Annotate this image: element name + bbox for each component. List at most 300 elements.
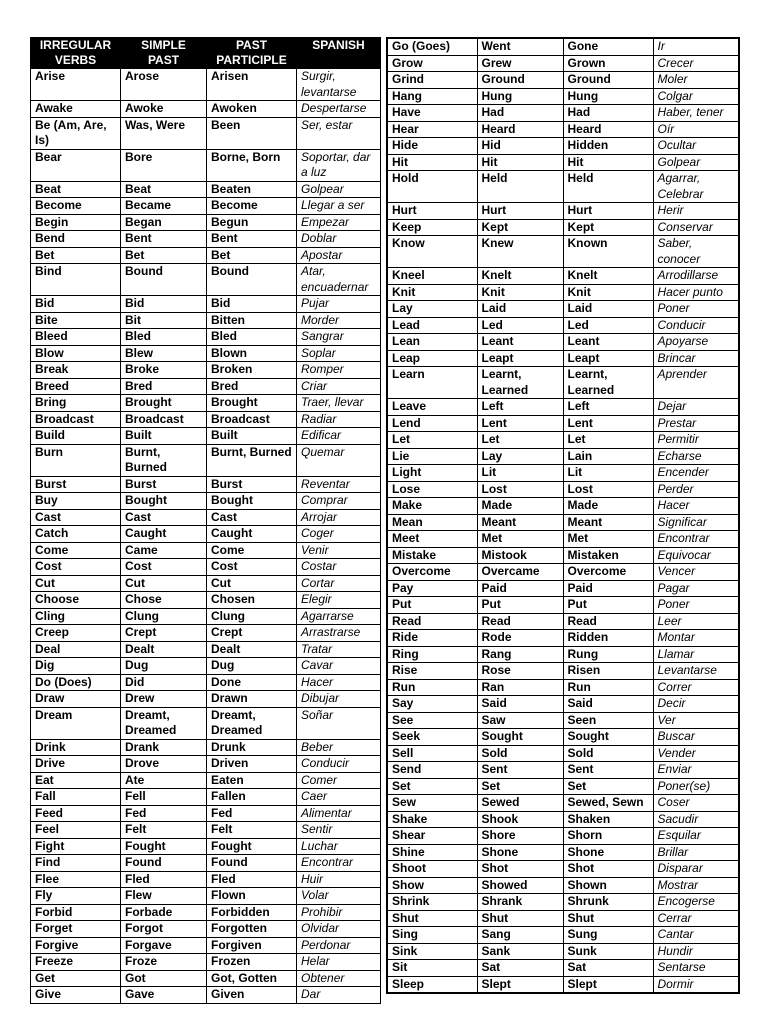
spanish-cell: Quemar [297, 444, 381, 476]
past-participle-cell: Become [207, 198, 297, 215]
simple-past-cell: Bent [121, 231, 207, 248]
simple-past-cell: Was, Were [121, 117, 207, 149]
spanish-cell: Ir [653, 38, 739, 55]
verb-cell: Go (Goes) [387, 38, 477, 55]
spanish-cell: Disparar [653, 861, 739, 878]
past-participle-cell: Come [207, 542, 297, 559]
simple-past-cell: Sat [477, 960, 563, 977]
spanish-cell: Herir [653, 203, 739, 220]
verbs-table-right [386, 37, 740, 994]
simple-past-cell: Chose [121, 592, 207, 609]
verb-cell: Know [387, 236, 477, 268]
spanish-cell: Soportar, dar a luz [297, 149, 381, 181]
spanish-cell: Apostar [297, 247, 381, 264]
verb-cell: Knit [387, 284, 477, 301]
verb-row [387, 481, 739, 498]
spanish-cell: Hacer punto [653, 284, 739, 301]
verb-cell: Bind [31, 264, 121, 296]
past-participle-cell: Kept [563, 219, 653, 236]
spanish-cell: Arrojar [297, 509, 381, 526]
spanish-cell: Hundir [653, 943, 739, 960]
past-participle-cell: Set [563, 778, 653, 795]
simple-past-cell: Shone [477, 844, 563, 861]
spanish-cell: Empezar [297, 214, 381, 231]
verb-cell: Buy [31, 493, 121, 510]
simple-past-cell: Held [477, 171, 563, 203]
simple-past-cell: Read [477, 613, 563, 630]
verb-row [31, 345, 381, 362]
spanish-cell: Sacudir [653, 811, 739, 828]
spanish-cell: Vender [653, 745, 739, 762]
past-participle-cell: Let [563, 432, 653, 449]
simple-past-cell: Forgot [121, 921, 207, 938]
simple-past-cell: Leapt [477, 350, 563, 367]
spanish-cell: Dibujar [297, 691, 381, 708]
spanish-cell: Coser [653, 795, 739, 812]
simple-past-cell: Forbade [121, 904, 207, 921]
verb-cell: Have [387, 105, 477, 122]
spanish-cell: Sangrar [297, 329, 381, 346]
verb-cell: Leap [387, 350, 477, 367]
verb-cell: Catch [31, 526, 121, 543]
past-participle-cell: Overcome [563, 564, 653, 581]
simple-past-cell: Sewed [477, 795, 563, 812]
verbs-table-left [30, 37, 381, 1004]
simple-past-cell: Left [477, 399, 563, 416]
verb-cell: Bend [31, 231, 121, 248]
simple-past-cell: Bred [121, 378, 207, 395]
simple-past-cell: Drove [121, 756, 207, 773]
verb-row [31, 117, 381, 149]
verb-row [387, 828, 739, 845]
verb-row [31, 625, 381, 642]
spanish-cell: Huir [297, 871, 381, 888]
past-participle-cell: Lent [563, 415, 653, 432]
verb-cell: Lie [387, 448, 477, 465]
verb-cell: Burst [31, 476, 121, 493]
verb-cell: Broadcast [31, 411, 121, 428]
spanish-cell: Ocultar [653, 138, 739, 155]
past-participle-cell: Drawn [207, 691, 297, 708]
spanish-cell: Poner(se) [653, 778, 739, 795]
verb-row [31, 509, 381, 526]
past-participle-cell: Awoken [207, 101, 297, 118]
past-participle-cell: Knit [563, 284, 653, 301]
spanish-cell: Caer [297, 789, 381, 806]
verb-row [31, 312, 381, 329]
verb-row [387, 597, 739, 614]
past-participle-cell: Got, Gotten [207, 970, 297, 987]
spanish-cell: Poner [653, 301, 739, 318]
verb-cell: Choose [31, 592, 121, 609]
past-participle-cell: Shrunk [563, 894, 653, 911]
verb-cell: Ride [387, 630, 477, 647]
past-participle-cell: Bent [207, 231, 297, 248]
past-participle-cell: Fallen [207, 789, 297, 806]
verb-cell: Learn [387, 367, 477, 399]
verb-row [31, 231, 381, 248]
verb-row [387, 531, 739, 548]
simple-past-cell: Meant [477, 514, 563, 531]
verb-cell: Overcome [387, 564, 477, 581]
verb-cell: Shear [387, 828, 477, 845]
simple-past-cell: Bid [121, 296, 207, 313]
verb-row [31, 444, 381, 476]
past-participle-cell: Read [563, 613, 653, 630]
verb-row [387, 105, 739, 122]
past-participle-cell: Lit [563, 465, 653, 482]
simple-past-cell: Arose [121, 69, 207, 101]
header-irregular-verbs: IRREGULAR VERBS [31, 38, 121, 69]
verb-cell: Feel [31, 822, 121, 839]
simple-past-cell: Knit [477, 284, 563, 301]
simple-past-cell: Gave [121, 987, 207, 1004]
verb-row [387, 350, 739, 367]
verb-row [387, 861, 739, 878]
verb-row [31, 658, 381, 675]
spanish-cell: Soñar [297, 707, 381, 739]
past-participle-cell: Forbidden [207, 904, 297, 921]
past-participle-cell: Known [563, 236, 653, 268]
simple-past-cell: Sold [477, 745, 563, 762]
verb-row [31, 987, 381, 1004]
verb-row [31, 198, 381, 215]
simple-past-cell: Dreamt, Dreamed [121, 707, 207, 739]
simple-past-cell: Shut [477, 910, 563, 927]
simple-past-cell: Grew [477, 55, 563, 72]
verb-cell: Make [387, 498, 477, 515]
spanish-cell: Leer [653, 613, 739, 630]
past-participle-cell: Caught [207, 526, 297, 543]
past-participle-cell: Lain [563, 448, 653, 465]
past-participle-cell: Shot [563, 861, 653, 878]
spanish-cell: Sentarse [653, 960, 739, 977]
verb-row [387, 38, 739, 55]
simple-past-cell: Fed [121, 805, 207, 822]
spanish-cell: Venir [297, 542, 381, 559]
verb-row [31, 592, 381, 609]
verb-cell: Arise [31, 69, 121, 101]
simple-past-cell: Froze [121, 954, 207, 971]
verb-row [387, 88, 739, 105]
verb-row [387, 811, 739, 828]
spanish-cell: Agarrar, Celebrar [653, 171, 739, 203]
verb-cell: Fall [31, 789, 121, 806]
verb-row [31, 575, 381, 592]
past-participle-cell: Arisen [207, 69, 297, 101]
verb-cell: Freeze [31, 954, 121, 971]
verb-row [387, 203, 739, 220]
verb-row [387, 960, 739, 977]
verb-cell: Begin [31, 214, 121, 231]
spanish-cell: Brincar [653, 350, 739, 367]
simple-past-cell: Bet [121, 247, 207, 264]
spanish-cell: Helar [297, 954, 381, 971]
verb-cell: Eat [31, 772, 121, 789]
simple-past-cell: Bled [121, 329, 207, 346]
simple-past-cell: Felt [121, 822, 207, 839]
verb-cell: Mean [387, 514, 477, 531]
simple-past-cell: Shook [477, 811, 563, 828]
verb-row [387, 154, 739, 171]
simple-past-cell: Rode [477, 630, 563, 647]
verb-cell: Bleed [31, 329, 121, 346]
verb-cell: Build [31, 428, 121, 445]
spanish-cell: Dejar [653, 399, 739, 416]
spanish-cell: Arrastrarse [297, 625, 381, 642]
simple-past-cell: Cast [121, 509, 207, 526]
verb-row [387, 219, 739, 236]
verb-cell: Shut [387, 910, 477, 927]
past-participle-cell: Cost [207, 559, 297, 576]
spanish-cell: Cavar [297, 658, 381, 675]
simple-past-cell: Cut [121, 575, 207, 592]
simple-past-cell: Fled [121, 871, 207, 888]
past-participle-cell: Eaten [207, 772, 297, 789]
simple-past-cell: Forgave [121, 937, 207, 954]
verb-cell: Sing [387, 927, 477, 944]
past-participle-cell: Burst [207, 476, 297, 493]
past-participle-cell: Bound [207, 264, 297, 296]
verb-row [31, 904, 381, 921]
verb-cell: Bet [31, 247, 121, 264]
verb-row [387, 976, 739, 993]
simple-past-cell: Made [477, 498, 563, 515]
spanish-cell: Levantarse [653, 663, 739, 680]
spanish-cell: Soplar [297, 345, 381, 362]
simple-past-cell: Sang [477, 927, 563, 944]
verb-row [387, 646, 739, 663]
simple-past-cell: Hid [477, 138, 563, 155]
spanish-cell: Tratar [297, 641, 381, 658]
past-participle-cell: Sent [563, 762, 653, 779]
simple-past-cell: Lost [477, 481, 563, 498]
verb-row [31, 855, 381, 872]
past-participle-cell: Slept [563, 976, 653, 993]
spanish-cell: Conducir [653, 317, 739, 334]
simple-past-cell: Broke [121, 362, 207, 379]
past-participle-cell: Built [207, 428, 297, 445]
simple-past-cell: Overcame [477, 564, 563, 581]
past-participle-cell: Sought [563, 729, 653, 746]
spanish-cell: Equivocar [653, 547, 739, 564]
spanish-cell: Doblar [297, 231, 381, 248]
verb-cell: Light [387, 465, 477, 482]
past-participle-cell: Bitten [207, 312, 297, 329]
verb-cell: Lose [387, 481, 477, 498]
verb-cell: Flee [31, 871, 121, 888]
simple-past-cell: Bore [121, 149, 207, 181]
verb-cell: Lend [387, 415, 477, 432]
past-participle-cell: Borne, Born [207, 149, 297, 181]
verb-cell: Cost [31, 559, 121, 576]
simple-past-cell: Lay [477, 448, 563, 465]
verb-cell: Forget [31, 921, 121, 938]
past-participle-cell: Burnt, Burned [207, 444, 297, 476]
verb-cell: Shoot [387, 861, 477, 878]
verb-cell: Kneel [387, 268, 477, 285]
past-participle-cell: Cast [207, 509, 297, 526]
verb-row [387, 580, 739, 597]
verb-cell: Hit [387, 154, 477, 171]
verb-row [387, 415, 739, 432]
simple-past-cell: Heard [477, 121, 563, 138]
verb-row [31, 937, 381, 954]
spanish-cell: Sentir [297, 822, 381, 839]
past-participle-cell: Rung [563, 646, 653, 663]
spanish-cell: Comer [297, 772, 381, 789]
simple-past-cell: Shrank [477, 894, 563, 911]
verb-cell: Meet [387, 531, 477, 548]
verb-row [31, 838, 381, 855]
simple-past-cell: Had [477, 105, 563, 122]
verb-row [387, 432, 739, 449]
verb-row [387, 121, 739, 138]
past-participle-cell: Fed [207, 805, 297, 822]
spanish-cell: Perder [653, 481, 739, 498]
verb-cell: Set [387, 778, 477, 795]
header-past-participle: PAST PARTICIPLE [207, 38, 297, 69]
verb-cell: Lean [387, 334, 477, 351]
verb-row [31, 493, 381, 510]
verb-cell: Show [387, 877, 477, 894]
verb-cell: Break [31, 362, 121, 379]
simple-past-cell: Burst [121, 476, 207, 493]
verb-row [387, 138, 739, 155]
past-participle-cell: Clung [207, 608, 297, 625]
verb-row [387, 613, 739, 630]
spanish-cell: Permitir [653, 432, 739, 449]
past-participle-cell: Dreamt, Dreamed [207, 707, 297, 739]
verb-row [387, 679, 739, 696]
past-participle-cell: Frozen [207, 954, 297, 971]
spanish-cell: Criar [297, 378, 381, 395]
simple-past-cell: Ground [477, 72, 563, 89]
verb-row [31, 395, 381, 412]
spanish-cell: Luchar [297, 838, 381, 855]
past-participle-cell: Chosen [207, 592, 297, 609]
verb-cell: Bite [31, 312, 121, 329]
verb-cell: Lead [387, 317, 477, 334]
spanish-cell: Golpear [297, 181, 381, 198]
simple-past-cell: Crept [121, 625, 207, 642]
verb-cell: Drink [31, 739, 121, 756]
verb-row [31, 149, 381, 181]
spanish-cell: Ver [653, 712, 739, 729]
verb-row [387, 729, 739, 746]
past-participle-cell: Forgiven [207, 937, 297, 954]
simple-past-cell: Awoke [121, 101, 207, 118]
verb-cell: Drive [31, 756, 121, 773]
spanish-cell: Olvidar [297, 921, 381, 938]
verb-row [387, 55, 739, 72]
verb-row [387, 301, 739, 318]
verb-cell: Come [31, 542, 121, 559]
verb-cell: See [387, 712, 477, 729]
spanish-cell: Cerrar [653, 910, 739, 927]
verb-row [31, 756, 381, 773]
past-participle-cell: Grown [563, 55, 653, 72]
past-participle-cell: Knelt [563, 268, 653, 285]
past-participle-cell: Left [563, 399, 653, 416]
simple-past-cell: Broadcast [121, 411, 207, 428]
spanish-cell: Atar, encuadernar [297, 264, 381, 296]
spanish-cell: Oír [653, 121, 739, 138]
verb-cell: Burn [31, 444, 121, 476]
simple-past-cell: Burnt, Burned [121, 444, 207, 476]
verb-cell: Feed [31, 805, 121, 822]
verb-row [387, 745, 739, 762]
verb-row [31, 691, 381, 708]
spanish-cell: Brillar [653, 844, 739, 861]
simple-past-cell: Fell [121, 789, 207, 806]
verb-cell: Hear [387, 121, 477, 138]
spanish-cell: Agarrarse [297, 608, 381, 625]
past-participle-cell: Put [563, 597, 653, 614]
spanish-cell: Haber, tener [653, 105, 739, 122]
past-participle-cell: Met [563, 531, 653, 548]
spanish-cell: Pagar [653, 580, 739, 597]
spanish-cell: Prestar [653, 415, 739, 432]
past-participle-cell: Mistaken [563, 547, 653, 564]
verb-row [31, 608, 381, 625]
spanish-cell: Decir [653, 696, 739, 713]
simple-past-cell: Mistook [477, 547, 563, 564]
spanish-cell: Surgir, levantarse [297, 69, 381, 101]
verb-cell: Sink [387, 943, 477, 960]
spanish-cell: Romper [297, 362, 381, 379]
verb-cell: Bear [31, 149, 121, 181]
past-participle-cell: Learnt, Learned [563, 367, 653, 399]
spanish-cell: Hacer [297, 674, 381, 691]
past-participle-cell: Bled [207, 329, 297, 346]
simple-past-cell: Set [477, 778, 563, 795]
verb-row [387, 943, 739, 960]
verb-cell: Shrink [387, 894, 477, 911]
simple-past-cell: Hit [477, 154, 563, 171]
verb-cell: Fly [31, 888, 121, 905]
verb-row [387, 498, 739, 515]
past-participle-cell: Sunk [563, 943, 653, 960]
verb-cell: Cut [31, 575, 121, 592]
verb-row [387, 72, 739, 89]
verb-row [387, 514, 739, 531]
spanish-cell: Aprender [653, 367, 739, 399]
verb-row [31, 329, 381, 346]
verb-row [31, 559, 381, 576]
past-participle-cell: Crept [207, 625, 297, 642]
verb-cell: Leave [387, 399, 477, 416]
past-participle-cell: Hung [563, 88, 653, 105]
spanish-cell: Echarse [653, 448, 739, 465]
verb-cell: Hide [387, 138, 477, 155]
past-participle-cell: Lost [563, 481, 653, 498]
verb-cell: Pay [387, 580, 477, 597]
spanish-cell: Conservar [653, 219, 739, 236]
spanish-cell: Dar [297, 987, 381, 1004]
spanish-cell: Radiar [297, 411, 381, 428]
simple-past-cell: Began [121, 214, 207, 231]
spanish-cell: Comprar [297, 493, 381, 510]
verb-cell: Keep [387, 219, 477, 236]
simple-past-cell: Paid [477, 580, 563, 597]
simple-past-cell: Lent [477, 415, 563, 432]
simple-past-cell: Did [121, 674, 207, 691]
verb-row [31, 411, 381, 428]
verb-cell: Bring [31, 395, 121, 412]
past-participle-cell: Sung [563, 927, 653, 944]
verb-cell: Dig [31, 658, 121, 675]
